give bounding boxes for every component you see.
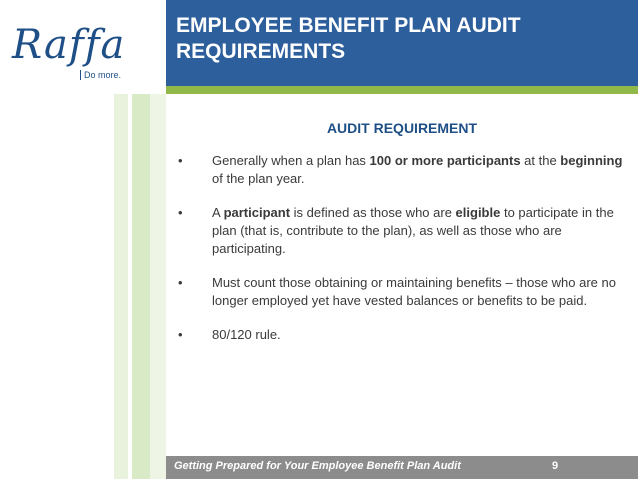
bullet-icon: •: [178, 205, 183, 220]
footer-text: Getting Prepared for Your Employee Benefit Plan Audit: [174, 460, 461, 472]
logo-tagline: Do more.: [80, 70, 121, 80]
logo-wordmark: Raffa: [12, 22, 126, 68]
bullet-icon: •: [178, 153, 183, 168]
slide-footer: [166, 456, 638, 479]
logo: [0, 0, 166, 95]
bullet-item: • A participant is defined as those who are eligible to participate in the plan (that is, contribute to the plan), as well as those who are participating.: [178, 205, 614, 256]
bullet-item: • 80/120 rule.: [178, 327, 281, 342]
slide-title: [176, 13, 521, 65]
slide-content: [166, 94, 638, 456]
bullet-list: [178, 152, 626, 360]
decorative-stripe: [132, 94, 150, 479]
header-divider: [166, 86, 638, 94]
page-number: 9: [552, 460, 559, 472]
decorative-stripe: [114, 94, 128, 479]
section-title: AUDIT REQUIREMENT: [326, 120, 478, 136]
bullet-icon: •: [178, 275, 183, 290]
slide-header: [166, 0, 638, 86]
bullet-item: • Generally when a plan has 100 or more participants at the beginning of the plan year.: [178, 153, 623, 186]
slide-title-line-1: EMPLOYEE BENEFIT PLAN AUDIT: [176, 14, 521, 37]
decorative-stripe: [150, 94, 166, 479]
slide-title-line-2: REQUIREMENTS: [176, 40, 346, 63]
bullet-item: • Must count those obtaining or maintaining benefits – those who are no longer employed yet have vested balances or benefits to be paid.: [178, 275, 616, 308]
bullet-icon: •: [178, 327, 183, 342]
